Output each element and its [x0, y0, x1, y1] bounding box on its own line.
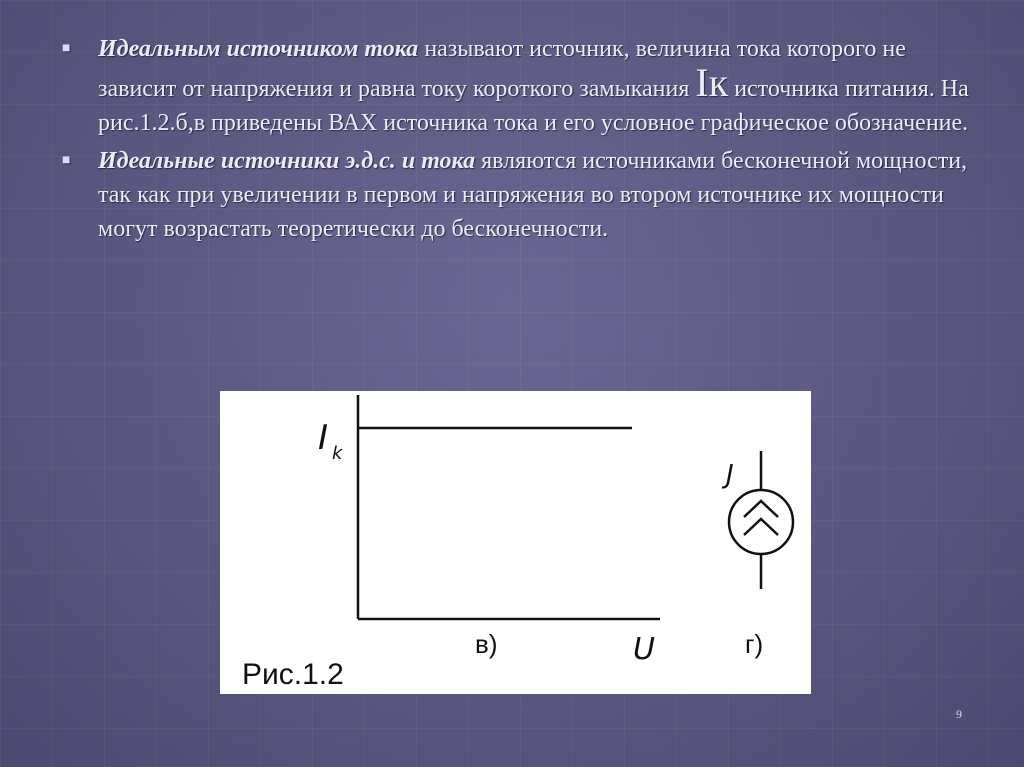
page-number: 9 [956, 707, 962, 721]
bullet-1-big-symbol: Iк [695, 60, 729, 105]
figure-drawing [220, 391, 811, 694]
bullet-marker-icon: ■ [62, 41, 71, 56]
bullet-1-text-part1: называют источник, величина тока которого не зависит от напряжения и равна току короткого замыкания [98, 36, 906, 102]
bullet-item-1 [62, 32, 972, 140]
bullet-2-emphasis: Идеальные источники э.д.с. и тока [98, 148, 476, 174]
current-source-symbol-icon [729, 451, 793, 589]
label-g: г) [745, 629, 764, 659]
symbol-label: J [726, 460, 734, 490]
bullet-marker-icon: ■ [62, 153, 71, 168]
label-v: в) [475, 629, 498, 659]
y-axis-label-subscript: k [332, 443, 343, 464]
bullet-1-text-part2: источника питания. На рис.1.2.б,в приведены ВАХ источника тока и его условное графическое обозначение. [98, 76, 969, 136]
bullet-2-text: являются источниками бесконечной мощности, так как при увеличении в первом и напряжения во втором источнике их мощности могут возрастать теоретически до бесконечности. [98, 148, 968, 242]
bullet-item-2 [62, 144, 972, 246]
bullet-1-emphasis: Идеальным источником тока [98, 36, 419, 62]
figure-current-source [220, 391, 811, 694]
figure-caption: Рис.1.2 [242, 658, 344, 691]
x-axis-label: U [633, 632, 655, 667]
y-axis-label: I [318, 418, 329, 458]
bullet-list [62, 32, 972, 250]
